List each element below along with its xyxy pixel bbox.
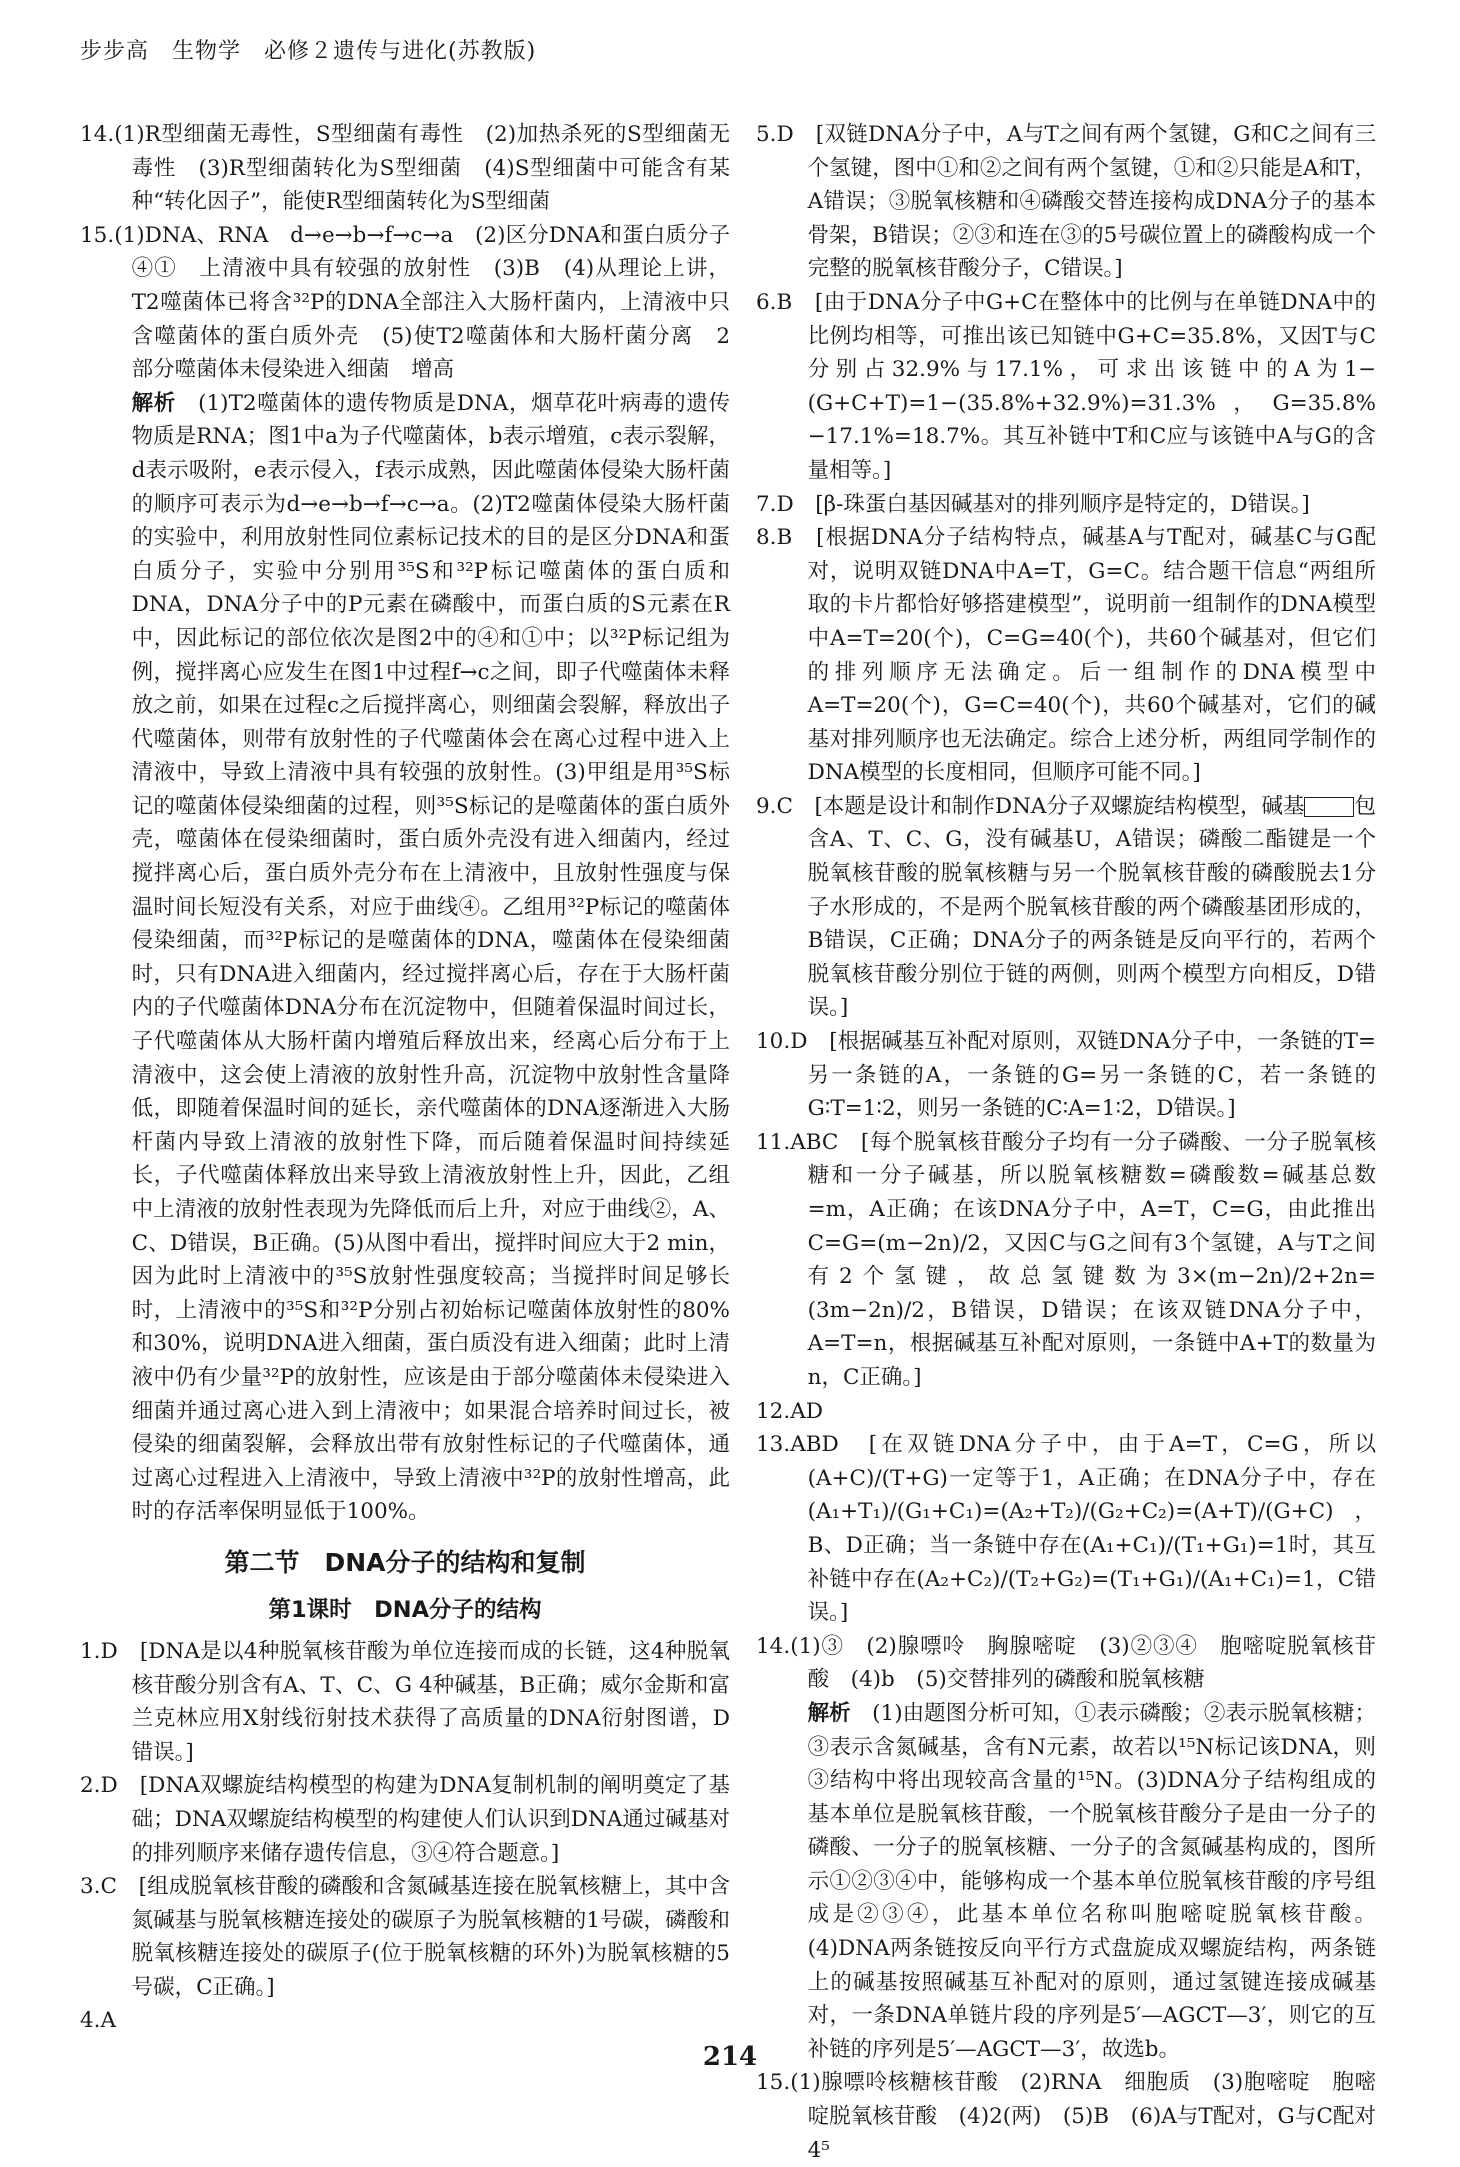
answer-3: 3.C [组成脱氧核苷酸的磷酸和含氮碱基连接在脱氧核糖上，其中含氮碱基与脱氧核糖连接处的碳原子为脱氧核糖的1号碳，磷酸和脱氧核糖连接处的碳原子(位于脱氧核糖的环外)为脱氧核糖的5号碳，C正确。] [80,1874,730,2000]
answer-4: 4.A [80,2008,117,2034]
answer-15: 15.(1)DNA、RNA d→e→b→f→c→a (2)区分DNA和蛋白质分子 ④① 上清液中具有较强的放射性 (3)B (4)从理论上讲，T2噬菌体已将含³²P的DNA全部注入大肠杆菌内，上清液中只含噬菌体的蛋白质外壳 (5)使T2噬菌体和大肠杆菌分离 2 部分噬菌体未侵染进入细菌 增高 [80,222,752,383]
answer-12: 12.AD [756,1398,823,1424]
answer-9-part1: 9.C [本题是设计和制作DNA分子双螺旋结构模型，碱基 [756,793,1305,819]
answer-10: 10.D [根据碱基互补配对原则，双链DNA分子中，一条链的T=另一条链的A，一条链的G=另一条链的C，若一条链的G∶T=1∶2，则另一条链的C∶A=1∶2，D错误。] [756,1029,1376,1122]
answer-2: 2.D [DNA双螺旋结构模型的构建为DNA复制机制的阐明奠定了基础；DNA双螺旋结构模型的构建使人们认识到DNA通过碱基对的排列顺序来储存遗传信息，③④符合题意。] [80,1773,730,1866]
blank-box-icon [1304,797,1354,817]
analysis-label-right: 解析 [807,1700,851,1726]
analysis-text: (1)T2噬菌体的遗传物质是DNA，烟草花叶病毒的遗传物质是RNA；图1中a为子代噬菌体，b表示增殖，c表示裂解，d表示吸附，e表示侵入，f表示成熟，因此噬菌体侵染大肠杆菌的顺序可表示为d→e→b→f→c→a。(2)T2噬菌体侵染大肠杆菌的实验中，利用放射性同位素标记技术的目的是区分DNA和蛋白质分子，实验中分别用³⁵S和³²P标记噬菌体的蛋白质和DNA，DNA分子中的P元素在磷酸中，而蛋白质的S元素在R中，因此标记的部位依次是图2中的④和①中；以³²P标记组为例，搅拌离心应发生在图1中过程f→c之间，即子代噬菌体未释放之前，如果在过程c之后搅拌离心，则细菌会裂解，释放出子代噬菌体，则带有放射性的子代噬菌体会在离心过程中进入上清液中，导致上清液中具有较强的放射性。(3)甲组是用³⁵S标记的噬菌体侵染细菌的过程，则³⁵S标记的是噬菌体的蛋白质外壳，噬菌体在侵染细菌时，蛋白质外壳没有进入细菌内，经过搅拌离心后，蛋白质外壳分布在上清液中，且放射性强度与保温时间长短没有关系，对应于曲线④。乙组用³²P标记的噬菌体侵染细菌，而³²P标记的是噬菌体的DNA，噬菌体在侵染细菌时，只有DNA进入细菌内，经过搅拌离心后，存在于大肠杆菌内的子代噬菌体DNA分布在沉淀物中，但随着保温时间过长，子代噬菌体从大肠杆菌内增殖后释放出来，经离心后分布于上清液中，这会使上清液的放射性升高，沉淀物中放射性含量降低，即随着保温时间的延长，亲代噬菌体的DNA逐渐进入大肠杆菌内导致上清液的放射性下降，而后随着保温时间持续延长，子代噬菌体释放出来导致上清液放射性上升，因此，乙组中上清液的放射性表现为先降低而后上升，对应于曲线②，A、C、D错误，B正确。(5)从图中看出，搅拌时间应大于2 min，因为此时上清液中的³⁵S放射性强度较高；当搅拌时间足够长时，上清液中的³⁵S和³²P分别占初始标记噬菌体放射性的80%和30%，说明DNA进入细菌，蛋白质没有进入细菌；此时上清液中仍有少量³²P的放射性，应该是由于部分噬菌体未侵染进入细菌并通过离心进入到上清液中；如果混合培养时间过长，被侵染的细菌裂解，会释放出带有放射性标记的子代噬菌体，通过离心过程进入上清液中，导致上清液中³²P的放射性增高，此时的存活率保明显低于100%。 [131,390,730,1525]
answer-9-part2: 包含A、T、C、G，没有碱基U，A错误；磷酸二酯键是一个脱氧核苷酸的脱氧核糖与另一个脱氧核苷酸的磷酸脱去1分子水形成的，不是两个脱氧核苷酸的两个磷酸基团形成的，B错误，C正确；DNA分子的两条链是反向平行的，若两个脱氧核苷酸分别位于链的两侧，则两个模型方向相反，D错误。] [807,793,1376,1021]
page-header: 步步高 生物学 必修２遗传与进化(苏教版) [80,39,537,64]
answer-8: 8.B [根据DNA分子结构特点，碱基A与T配对，碱基C与G配对，说明双链DNA中A=T，G=C。结合题干信息“两组所取的卡片都恰好够搭建模型”，说明前一组制作的DNA模型中A=T=20(个)，C=G=40(个)，共60个碱基对，但它们的排列顺序无法确定。后一组制作的DNA模型中A=T=20(个)，G=C=40(个)，共60个碱基对，它们的碱基对排列顺序也无法确定。综合上述分析，两组同学制作的DNA模型的长度相同，但顺序可能不同。] [756,525,1376,786]
analysis-text-right: (1)由题图分析可知，①表示磷酸；②表示脱氧核糖；③表示含氮碱基，含有N元素，故若以¹⁵N标记该DNA，则③结构中将出现较高含量的¹⁵N。(3)DNA分子结构组成的基本单位是脱氧核苷酸，一个脱氧核苷酸分子是由一分子的磷酸、一分子的脱氧核糖、一分子的含氮碱基构成的，图所示①②③④中，能够构成一个基本单位脱氧核苷酸的序号组成是②③④，此基本单位名称叫胞嘧啶脱氧核苷酸。(4)DNA两条链按反向平行方式盘旋成双螺旋结构，两条链上的碱基按照碱基互补配对的原则，通过氢键连接成碱基对，一条DNA单链片段的序列是5′—AGCT—3′，则它的互补链的序列是5′—AGCT—3′，故选b。 [807,1700,1376,2062]
answer-14-right: 14.(1)③ (2)腺嘌呤 胸腺嘧啶 (3)②③④ 胞嘧啶脱氧核苷酸 (4)b (5)交替排列的磷酸和脱氧核糖 [756,1633,1376,1693]
answer-7: 7.D [β-珠蛋白基因碱基对的排列顺序是特定的，D错误。] [756,491,1310,517]
section-title: 第二节 DNA分子的结构和复制 [224,1547,586,1577]
answer-13: 13.ABD [在双链DNA分子中，由于A=T，C=G，所以(A+C)/(T+G)一定等于1，A正确；在DNA分子中，存在(A₁+T₁)/(G₁+C₁)=(A₂+T₂)/(G₂+C₂)=(A+T)/(G+C)，B、D正确；当一条链中存在(A₁+C₁)/(T₁+G₁)=1时，其互补链中存在(A₂+C₂)/(T₂+G₂)=(T₁+G₁)/(A₁+C₁)=1，C错误。] [756,1432,1376,1626]
answer-1: 1.D [DNA是以4种脱氧核苷酸为单位连接而成的长链，这4种脱氧核苷酸分别含有A、T、C、G 4种碱基，B正确；威尔金斯和富兰克林应用X射线衍射技术获得了高质量的DNA衍射图谱，D错误。] [80,1638,730,1765]
analysis-15 [80,387,730,1529]
answer-11: 11.ABC [每个脱氧核苷酸分子均有一分子磷酸、一分子脱氧核糖和一分子碱基，所以脱氧核糖数=磷酸数=碱基总数=m，A正确；在该DNA分子中，A=T，C=G，由此推出C=G=(m−2n)/2，又因C与G之间有3个氢键，A与T之间有2个氢键，故总氢键数为3×(m−2n)/2+2n=(3m−2n)/2，B错误，D错误；在该双链DNA分子中，A=T=n，根据碱基互补配对原则，一条链中A+T的数量为n，C正确。] [756,1129,1376,1390]
answer-6: 6.B [由于DNA分子中G+C在整体中的比例与在单链DNA中的比例均相等，可推出该已知链中G+C=35.8%，又因T与C分别占32.9%与17.1%，可求出该链中的A为1−(G+C+T)=1−(35.8%+32.9%)=31.3%，G=35.8%−17.1%=18.7%。其互补链中T和C应与该链中A与G的含量相等。] [756,289,1376,483]
answer-5: 5.D [双链DNA分子中，A与T之间有两个氢键，G和C之间有三个氢键，图中①和②之间有两个氢键，①和②只能是A和T，A错误；③脱氧核糖和④磷酸交替连接构成DNA分子的基本骨架，B错误；②③和连在③的5号碳位置上的磷酸构成一个完整的脱氧核苷酸分子，C错误。] [756,122,1376,282]
answer-14: 14.(1)R型细菌无毒性，S型细菌有毒性 (2)加热杀死的S型细菌无毒性 (3)R型细菌转化为S型细菌 (4)S型细菌中可能含有某种“转化因子”，能使R型细菌转化为S型细菌 [80,122,730,215]
answer-9 [756,790,1376,1025]
answer-15-right: 15.(1)腺嘌呤核糖核苷酸 (2)RNA 细胞质 (3)胞嘧啶 胞嘧啶脱氧核苷酸 (4)2(两) (5)B (6)A与T配对，G与C配对 4⁵ [756,2070,1398,2163]
lesson-title: 第1课时 DNA分子的结构 [268,1596,542,1623]
page-number: 214 [702,2042,758,2072]
right-column [756,118,1398,2167]
left-column [80,118,752,2038]
analysis-label: 解析 [131,390,176,416]
analysis-14 [756,1697,1376,2067]
